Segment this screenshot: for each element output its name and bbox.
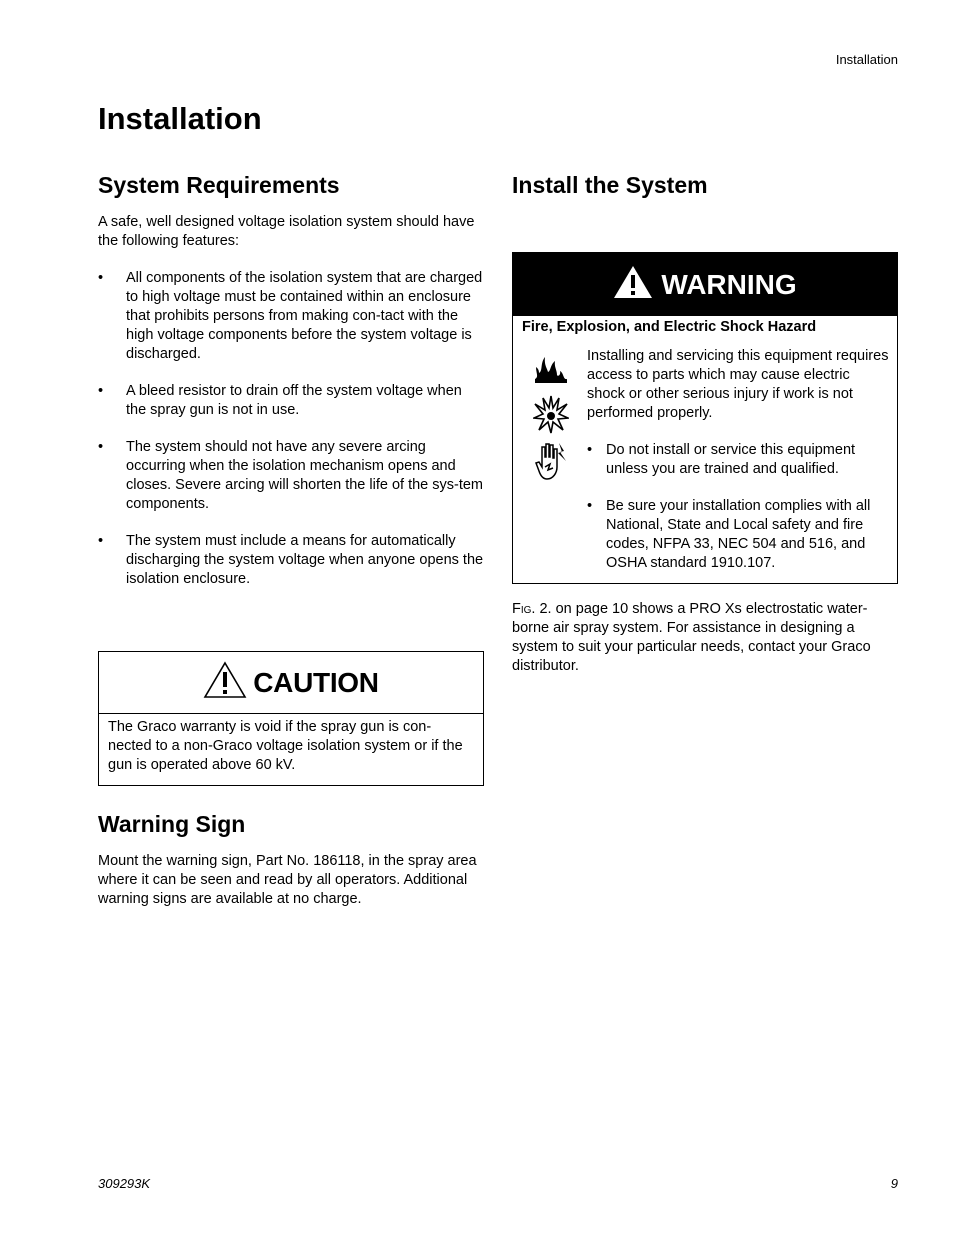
warning-label: WARNING — [661, 268, 797, 300]
hazard-icons — [533, 353, 569, 486]
warning-triangle-icon — [613, 265, 653, 304]
fire-icon — [533, 353, 569, 390]
warning-sign-text: Mount the warning sign, Part No. 186118, in the spray area where it can be seen and read by all operators. Additional warning signs are available at no charge. — [98, 853, 477, 907]
caution-text: The Graco warranty is void if the spray gun is con-nected to a non-Graco voltage isolation system or if the gun is operated above 60 kV. — [108, 719, 463, 773]
warning-header — [513, 253, 897, 316]
caution-label: CAUTION — [253, 666, 379, 698]
list-item: • Do not install or service this equipment unless you are trained and qualified. — [587, 441, 889, 479]
figure-reference-text: . 2. on page 10 shows a PRO Xs electrostatic water-borne air spray system. For assistance in designing a system to suit your particular needs, contact your Graco distributor. — [512, 601, 871, 674]
list-item: • Be sure your installation complies with all National, State and Local safety and fire codes, NFPA 33, NEC 504 and 516, and OSHA standard 1910.107. — [587, 497, 889, 573]
system-requirements-list — [98, 269, 484, 607]
caution-triangle-icon — [203, 661, 247, 704]
system-requirements-heading: System Requirements — [98, 172, 340, 198]
figure-reference-paragraph — [512, 600, 898, 676]
electric-shock-icon — [533, 441, 569, 486]
list-item: • The system must include a means for automatically discharging the system voltage when anyone opens the isolation enclosure. — [98, 532, 484, 589]
install-system-heading: Install the System — [512, 172, 708, 198]
system-requirements-intro: A safe, well designed voltage isolation system should have the following features: — [98, 214, 475, 249]
page-number: 9 — [890, 1176, 898, 1191]
hazard-title: Fire, Explosion, and Electric Shock Hazard — [522, 319, 817, 335]
warning-sign-heading: Warning Sign — [98, 811, 246, 837]
document-number: 309293K — [98, 1176, 151, 1191]
figure-reference-label: Fig — [512, 601, 532, 617]
explosion-icon — [533, 394, 569, 439]
caution-header — [99, 652, 483, 714]
warning-box — [512, 252, 898, 584]
hazard-intro: Installing and servicing this equipment requires access to parts which may cause electric shock or other serious injury if work is not performed properly. — [587, 348, 889, 421]
caution-box — [98, 651, 484, 786]
list-item: • A bleed resistor to drain off the system voltage when the spray gun is not in use. — [98, 382, 484, 420]
list-item: • All components of the isolation system that are charged to high voltage must be contained within an enclosure that prohibits persons from making con-tact with the high voltage components before the system voltage is discharged. — [98, 269, 484, 364]
hazard-list — [587, 441, 889, 573]
hazard-text-block — [587, 347, 889, 573]
page-title: Installation — [98, 101, 262, 136]
running-header: Installation — [835, 52, 898, 67]
list-item: • The system should not have any severe arcing occurring when the isolation mechanism opens and closes. Severe arcing will shorten the life of the sys-tem components. — [98, 438, 484, 514]
